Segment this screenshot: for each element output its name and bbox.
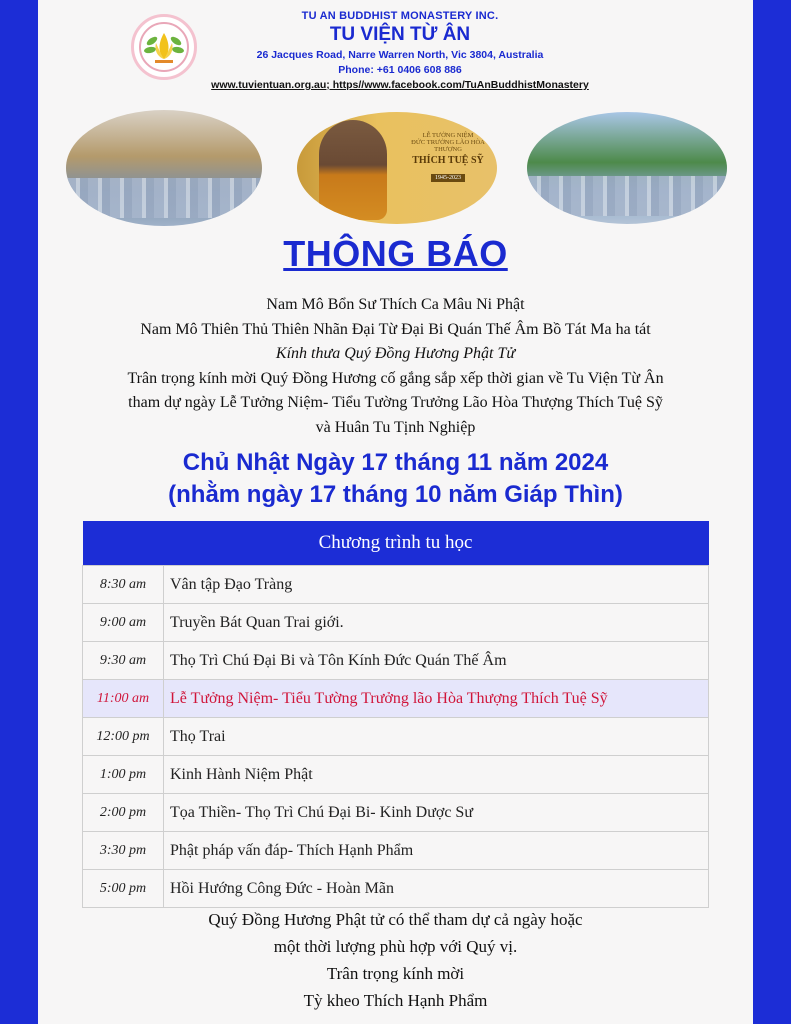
intro-line: Trân trọng kính mời Quý Đồng Hương cố gắng sắp xếp thời gian về Tu Viện Từ Ân — [127, 369, 664, 387]
phone: Phone: +61 0406 608 886 — [338, 64, 462, 76]
lunar-date-line: (nhằm ngày 17 tháng 10 năm Giáp Thìn) — [168, 481, 623, 508]
activity-cell: Lễ Tưởng Niệm- Tiểu Tường Trưởng lão Hòa Thượng Thích Tuệ Sỹ — [164, 680, 709, 718]
time-cell: 8:30 am — [83, 566, 164, 604]
signature-line: Tỳ kheo Thích Hạnh Phẩm — [303, 991, 488, 1010]
address: 26 Jacques Road, Narre Warren North, Vic 3804, Australia — [256, 49, 544, 61]
monastery-name: TU VIỆN TỪ ÂN — [329, 24, 471, 45]
table-row-highlight — [83, 680, 709, 718]
schedule-heading: Chương trình tu học — [83, 521, 709, 566]
group-photo-garden — [527, 112, 727, 224]
time-cell: 9:00 am — [83, 604, 164, 642]
table-row — [83, 870, 709, 908]
intro-line: tham dự ngày Lễ Tưởng Niệm- Tiểu Tường Trưởng Lão Hòa Thượng Thích Tuệ Sỹ — [128, 394, 663, 411]
memorial-caption — [402, 132, 494, 184]
memorial-photo — [297, 112, 497, 224]
activity-cell: Tọa Thiền- Thọ Trì Chú Đại Bi- Kinh Dược Sư — [164, 794, 709, 832]
table-row — [83, 642, 709, 680]
table-row — [83, 832, 709, 870]
org-name: TU AN BUDDHIST MONASTERY INC. — [301, 10, 499, 22]
intro-line: Kính thưa Quý Đồng Hương Phật Tử — [275, 345, 516, 362]
monk-portrait — [319, 120, 387, 220]
date-line: Chủ Nhật Ngày 17 tháng 11 năm 2024 — [182, 449, 609, 476]
schedule-table — [82, 521, 709, 908]
table-row — [83, 604, 709, 642]
left-border-bar — [0, 0, 38, 1024]
time-cell: 1:00 pm — [83, 756, 164, 794]
activity-cell: Vân tập Đạo Tràng — [164, 566, 709, 604]
activity-cell: Truyền Bát Quan Trai giới. — [164, 604, 709, 642]
table-row — [83, 756, 709, 794]
time-cell: 5:00 pm — [83, 870, 164, 908]
page-title: THÔNG BÁO — [283, 233, 508, 274]
activity-cell: Hồi Hướng Công Đức - Hoàn Mãn — [164, 870, 709, 908]
memorial-line1: LỄ TƯỞNG NIỆM — [422, 132, 474, 139]
time-cell: 3:30 pm — [83, 832, 164, 870]
closing-line: một thời lượng phù hợp với Quý vị. — [273, 937, 518, 956]
activity-cell: Thọ Trai — [164, 718, 709, 756]
time-cell: 9:30 am — [83, 642, 164, 680]
intro-line: Nam Mô Thiên Thủ Thiên Nhãn Đại Từ Đại Bi Quán Thế Âm Bồ Tát Ma ha tát — [140, 320, 651, 338]
intro-line: Nam Mô Bổn Sư Thích Ca Mâu Ni Phật — [266, 296, 525, 313]
closing-line: Trân trọng kính mời — [326, 964, 465, 983]
group-photo-hall — [66, 110, 262, 226]
intro-line: và Huân Tu Tịnh Nghiệp — [315, 418, 476, 436]
time-cell: 2:00 pm — [83, 794, 164, 832]
activity-cell: Phật pháp vấn đáp- Thích Hạnh Phẩm — [164, 832, 709, 870]
memorial-line3: THÍCH TUỆ SỸ — [412, 155, 484, 166]
memorial-line2: ĐỨC TRƯỞNG LÃO HÒA THƯỢNG — [411, 139, 485, 153]
time-cell: 11:00 am — [83, 680, 164, 718]
table-row — [83, 566, 709, 604]
activity-cell: Thọ Trì Chú Đại Bi và Tôn Kính Đức Quán Thế Âm — [164, 642, 709, 680]
table-row — [83, 794, 709, 832]
crowd-shape — [527, 176, 727, 216]
closing-line: Quý Đồng Hương Phật tử có thể tham dự cả ngày hoặc — [208, 910, 583, 929]
activity-cell: Kinh Hành Niệm Phật — [164, 756, 709, 794]
memorial-years: 1945-2023 — [431, 174, 465, 182]
intro-text — [50, 293, 741, 440]
time-cell: 12:00 pm — [83, 718, 164, 756]
closing-text — [50, 906, 741, 1014]
website-links[interactable]: www.tuvientuan.org.au; https//www.facebook.com/TuAnBuddhistMonastery — [211, 79, 589, 91]
monastery-header — [130, 10, 670, 91]
crowd-shape — [66, 178, 262, 218]
event-date — [0, 447, 791, 511]
table-row — [83, 718, 709, 756]
right-border-bar — [753, 0, 791, 1024]
